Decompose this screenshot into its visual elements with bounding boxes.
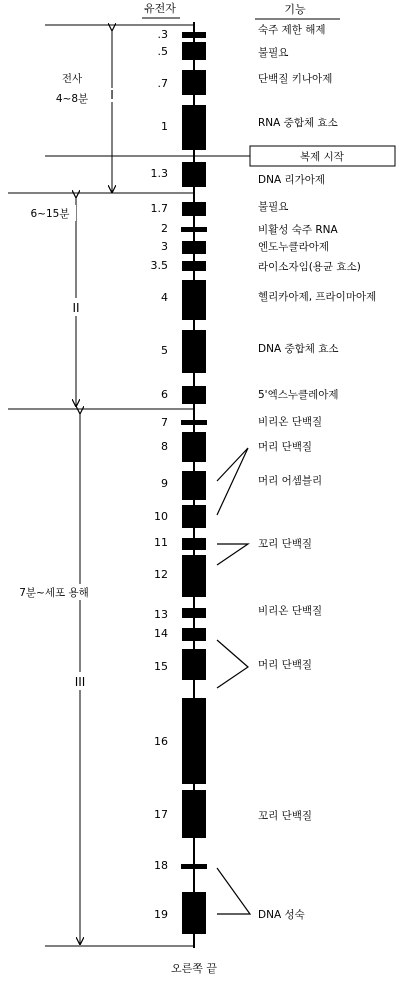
- phase-iii-time: 7분~세포 용해: [19, 587, 89, 599]
- gene-label: 5: [161, 344, 168, 357]
- gene-block-p3: [182, 32, 206, 38]
- gene-labels: [151, 28, 169, 921]
- phase-ii-numeral: II: [72, 301, 80, 315]
- gene-block-15: [182, 649, 206, 680]
- function-label: 5'엑스누클레아제: [258, 389, 339, 401]
- gene-block-3: [182, 241, 206, 254]
- gene-label: 12: [154, 568, 168, 581]
- gene-label: .3: [157, 28, 168, 41]
- gene-label: 10: [154, 510, 168, 523]
- function-label: 꼬리 단백질: [258, 538, 313, 550]
- gene-block-13: [182, 608, 206, 618]
- gene-block-14: [182, 628, 206, 641]
- gene-block-6: [182, 386, 206, 404]
- function-label: 머리 단백질: [258, 441, 313, 453]
- gene-block-5: [182, 330, 206, 373]
- gene-block-11: [182, 538, 206, 550]
- gene-blocks: [181, 32, 207, 934]
- gene-block-p5: [182, 42, 206, 60]
- replication-start-label: 복제 시작: [300, 151, 344, 163]
- function-label: 라이소자임(용균 효소): [258, 261, 361, 273]
- gene-label: 9: [161, 477, 168, 490]
- gene-label: 6: [161, 388, 168, 401]
- gene-block-10: [182, 505, 206, 528]
- gene-block-1p3: [182, 162, 206, 187]
- gene-block-7: [181, 420, 207, 425]
- gene-label: .7: [157, 77, 168, 90]
- bracket-tail-protein-11-12: [217, 544, 248, 565]
- gene-label: 1: [161, 120, 168, 133]
- gene-block-p7: [182, 70, 206, 95]
- function-label: 비리온 단백질: [258, 605, 323, 617]
- function-label: 단백질 키나아제: [258, 73, 333, 85]
- right-end-label: 오른쪽 끝: [170, 962, 218, 975]
- gene-block-17: [182, 790, 206, 838]
- gene-label: 1.3: [150, 167, 168, 180]
- function-label: RNA 중합체 효소: [258, 117, 338, 129]
- gene-label: 18: [154, 859, 168, 872]
- gene-label: 4: [161, 291, 168, 304]
- phase-i-numeral: I: [110, 88, 114, 102]
- function-label: 꼬리 단백질: [258, 810, 313, 822]
- gene-label: 1.7: [150, 202, 168, 215]
- gene-label: 17: [154, 808, 168, 821]
- function-label: 머리 어셈블리: [258, 475, 323, 487]
- gene-block-9: [182, 471, 206, 500]
- gene-block-16: [182, 698, 206, 784]
- gene-block-2: [181, 227, 207, 232]
- gene-label: 7: [161, 416, 168, 429]
- gene-block-12: [182, 555, 206, 597]
- gene-label: 11: [154, 536, 168, 549]
- phase-ii-time: 6~15분: [30, 208, 70, 220]
- gene-block-18: [181, 864, 207, 869]
- gene-block-8: [182, 432, 206, 462]
- gene-column-header: 유전자: [144, 2, 176, 15]
- function-label: 불필요: [258, 201, 289, 213]
- gene-block-3p5: [182, 261, 206, 271]
- gene-label: 16: [154, 735, 168, 748]
- gene-label: 15: [154, 660, 168, 673]
- gene-label: 19: [154, 908, 168, 921]
- gene-block-4: [182, 280, 206, 320]
- gene-label: 14: [154, 627, 168, 640]
- gene-label: 2: [161, 222, 168, 235]
- function-label: 엔도누클라아제: [258, 241, 330, 253]
- function-label: 불필요: [258, 47, 289, 59]
- bracket-head-protein-14-16: [217, 640, 248, 688]
- gene-label: 8: [161, 440, 168, 453]
- phase-i-time: 전사 4~8분: [55, 73, 89, 105]
- function-label: DNA 성숙: [258, 909, 305, 921]
- bracket-head-protein-8-10: [217, 448, 248, 515]
- gene-label: 13: [154, 608, 168, 621]
- function-label: 비리온 단백질: [258, 416, 323, 428]
- phase-iii-numeral: III: [74, 675, 86, 689]
- gene-block-1: [182, 105, 206, 150]
- gene-label: 3.5: [150, 259, 168, 272]
- bracket-dna-maturation-18-19: [217, 868, 250, 914]
- function-column-header: 기능: [284, 3, 306, 16]
- function-label: DNA 리가아제: [258, 174, 326, 186]
- gene-block-19: [182, 892, 206, 934]
- function-label: DNA 중합체 효소: [258, 343, 339, 355]
- function-label: 헬리카아제, 프라이마아제: [258, 291, 377, 303]
- function-label: 머리 단백질: [258, 659, 313, 671]
- function-label: 비활성 숙주 RNA: [258, 224, 338, 236]
- gene-label: 3: [161, 240, 168, 253]
- gene-block-1p7: [182, 202, 206, 216]
- gene-label: .5: [157, 45, 168, 58]
- function-label: 숙주 제한 해제: [258, 24, 326, 36]
